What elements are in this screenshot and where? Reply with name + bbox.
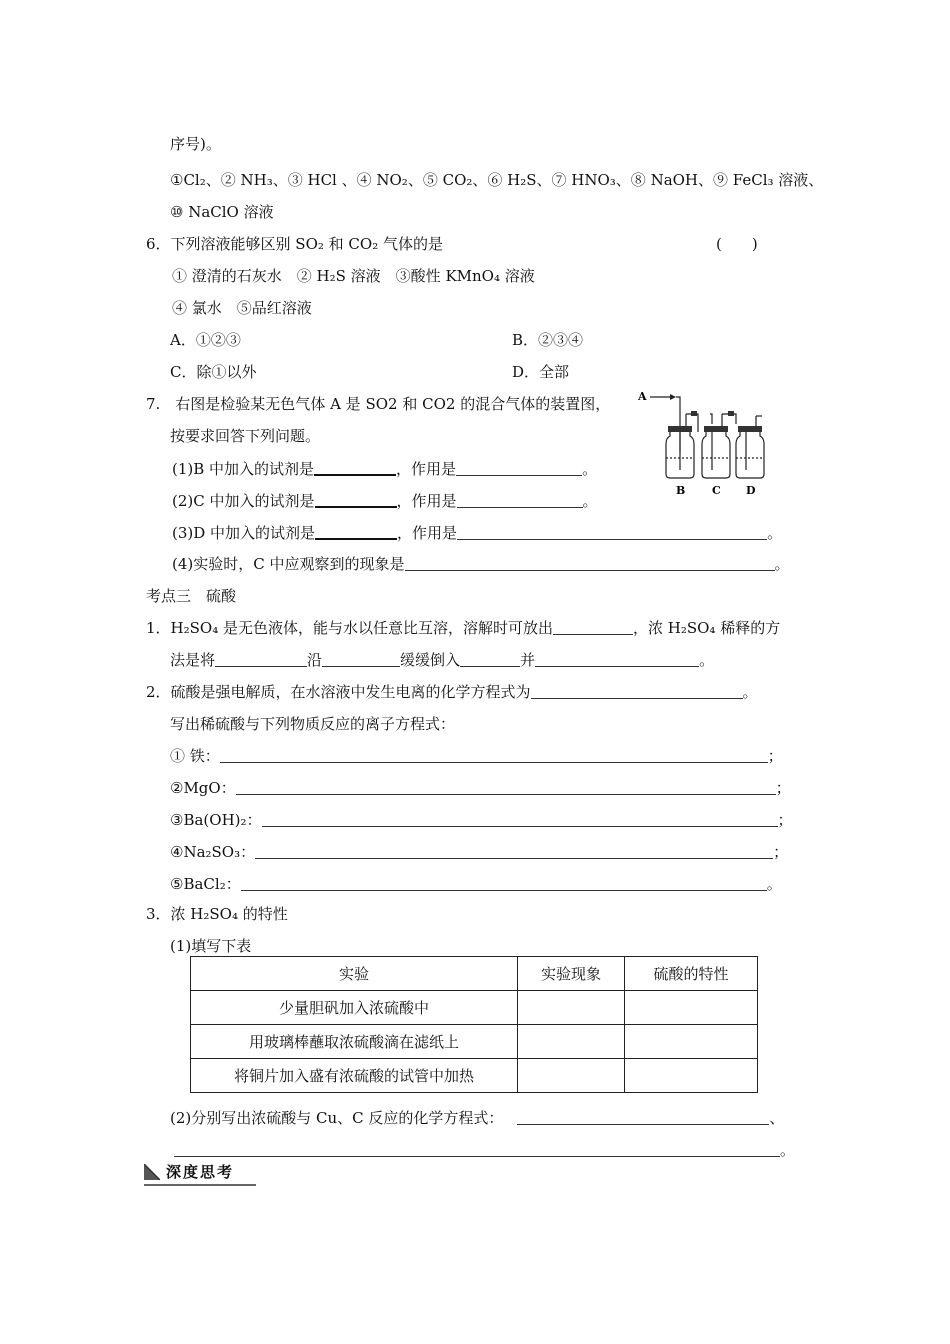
q7-p1-reagent-blank — [314, 458, 396, 476]
q7-part4: (4)实验时，C 中应观察到的现象是 。 — [172, 555, 790, 573]
q6-choice-a: A．①②③ — [170, 331, 241, 349]
q6-stem: 6．下列溶液能够区别 SO₂ 和 CO₂ 气体的是 — [146, 235, 443, 253]
q7-p3-reagent-blank — [315, 522, 397, 540]
table-cell — [518, 1059, 625, 1093]
s2-item-baoh2: ③Ba(OH)₂： ； — [170, 811, 793, 829]
s2-bacl2-blank — [241, 874, 767, 891]
substance-list-cont: ⑩ NaClO 溶液 — [170, 203, 274, 221]
section-title: 深度思考 — [166, 1163, 235, 1181]
table-header-cell: 实验 — [191, 957, 518, 991]
q6-options-1: ① 澄清的石灰水 ② H₂S 溶液 ③酸性 KMnO₄ 溶液 — [172, 267, 535, 285]
table-cell — [625, 1059, 758, 1093]
s3-sub1: (1)填写下表 — [170, 937, 252, 955]
q7-part1: (1)B 中加入的试剂是 ，作用是 。 — [172, 460, 598, 478]
s1-heat-blank — [553, 618, 633, 635]
s2-na2so3-blank — [255, 842, 773, 859]
s2-instruction: 写出稀硫酸与下列物质反应的离子方程式： — [170, 715, 456, 733]
s1-line1: 1．H₂SO₄ 是无色液体，能与水以任意比互溶，溶解时可放出 ，浓 H₂SO₄ 稀释的方 — [146, 619, 781, 637]
table-cell — [518, 991, 625, 1025]
fig-label-a: A — [638, 390, 647, 403]
s2-mgo-blank — [236, 778, 776, 795]
table-header-cell: 硫酸的特性 — [625, 957, 758, 991]
q6-choice-c: C．除①以外 — [170, 363, 257, 381]
s2-line1: 2．硫酸是强电解质，在水溶液中发生电离的化学方程式为 。 — [146, 683, 758, 701]
s1-blank-2 — [322, 650, 400, 667]
s2-item-mgo: ②MgO： ； — [170, 779, 791, 797]
table-cell: 将铜片加入盛有浓硫酸的试管中加热 — [191, 1059, 518, 1093]
s3-c-equation-blank — [174, 1140, 780, 1157]
table-cell — [625, 991, 758, 1025]
fig-label-d: D — [746, 484, 756, 497]
gas-washing-apparatus-figure — [636, 386, 768, 498]
q7-stem: 7. 右图是检验某无色气体 A 是 SO2 和 CO2 的混合气体的装置图， — [146, 395, 611, 413]
s3-title: 3．浓 H₂SO₄ 的特性 — [146, 905, 288, 923]
table-header-cell: 实验现象 — [518, 957, 625, 991]
q6-choice-b: B．②③④ — [512, 331, 584, 349]
s2-iron-blank — [220, 746, 768, 763]
table-row — [191, 991, 758, 1025]
q6-answer-paren: ( ) — [716, 235, 758, 253]
q6-choice-d: D．全部 — [512, 363, 570, 381]
s3-cu-equation-blank — [517, 1108, 769, 1125]
s1-blank-3 — [460, 650, 520, 667]
section-underline — [144, 1184, 256, 1186]
table-header-row — [191, 957, 758, 991]
q7-p2-purpose-blank — [457, 491, 583, 508]
q7-stem-2: 按要求回答下列问题。 — [170, 427, 321, 445]
q7-part2: (2)C 中加入的试剂是 ，作用是 。 — [172, 492, 598, 510]
s1-blank-1 — [215, 650, 307, 667]
q6-options-2: ④ 氯水 ⑤品红溶液 — [172, 299, 312, 317]
q7-p4-observation-blank — [405, 554, 775, 571]
s2-ionization-blank — [531, 682, 743, 699]
prev-question-end: 序号)。 — [170, 135, 221, 153]
s2-item-na2so3: ④Na₂SO₃： ； — [170, 843, 789, 861]
table-cell: 用玻璃棒蘸取浓硫酸滴在滤纸上 — [191, 1025, 518, 1059]
table-row — [191, 1059, 758, 1093]
s1-blank-4 — [535, 650, 699, 667]
q7-part3: (3)D 中加入的试剂是 ，作用是 。 — [172, 524, 783, 542]
section-marker-icon — [144, 1164, 160, 1180]
topic-heading: 考点三 硫酸 — [146, 587, 237, 605]
table-cell: 少量胆矾加入浓硫酸中 — [191, 991, 518, 1025]
fig-label-b: B — [676, 484, 686, 497]
apparatus-drawing — [636, 386, 768, 498]
s3-sub2: (2)分别写出浓硫酸与 Cu、C 反应的化学方程式： 、 — [170, 1109, 785, 1127]
s2-item-bacl2: ⑤BaCl₂： 。 — [170, 875, 782, 893]
table-row — [191, 1025, 758, 1059]
fig-label-c: C — [712, 484, 721, 497]
s2-item-iron: ① 铁： ； — [170, 747, 783, 765]
sulfuric-acid-properties-table — [190, 956, 758, 1093]
table-cell — [518, 1025, 625, 1059]
q7-p2-reagent-blank — [315, 490, 397, 508]
substance-list: ①Cl₂、② NH₃、③ HCl 、④ NO₂、⑤ CO₂、⑥ H₂S、⑦ HNO₃、⑧ NaOH、⑨ FeCl₃ 溶液、 — [170, 171, 824, 189]
s2-baoh2-blank — [262, 810, 778, 827]
section-heading-deep-thinking — [144, 1162, 256, 1186]
table-cell — [625, 1025, 758, 1059]
q7-p3-purpose-blank — [457, 523, 767, 540]
q7-p1-purpose-blank — [456, 459, 582, 476]
s3-c-equation-line: 。 — [174, 1140, 795, 1160]
s1-line2: 法是将 沿 缓缓倒入 并 。 — [170, 651, 715, 669]
